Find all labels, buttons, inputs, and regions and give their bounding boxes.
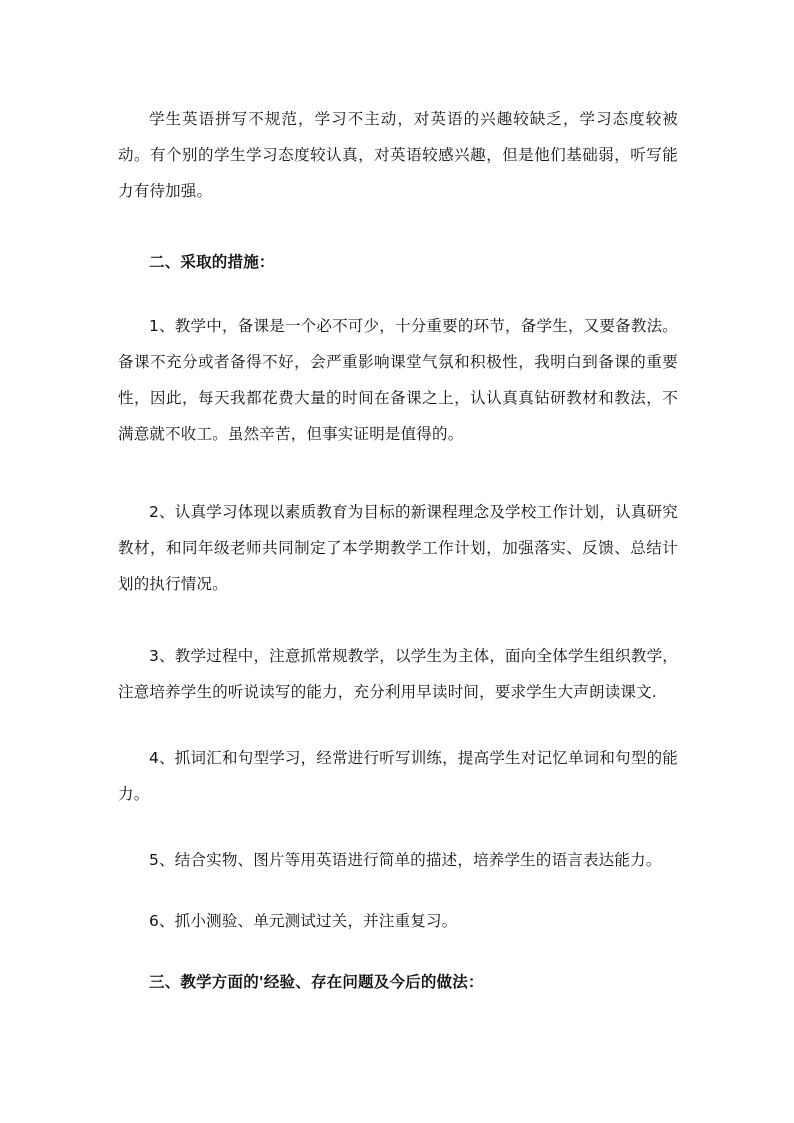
- heading-measures: 二、采取的措施：: [149, 253, 275, 271]
- paragraph-measure-6: 6、抓小测验、单元测试过关，并注重复习。: [149, 912, 458, 930]
- paragraph-measure-5: 5、结合实物、图片等用英语进行简单的描述，培养学生的语言表达能力。: [149, 851, 662, 869]
- paragraph-measure-2: 2、认真学习体现以素质教育为目标的新课程理念及学校工作计划，认真研究教材，和同年级老师共同制定了本学期教学工作计划，加强落实、反馈、总结计划的执行情况。: [118, 503, 678, 593]
- heading-teaching-experience: 三、教学方面的'经验、存在问题及今后的做法：: [149, 973, 484, 991]
- paragraph-measure-1: 1、教学中，备课是一个必不可少，十分重要的环节，备学生，又要备教法。备课不充分或者备得不好，会严重影响课堂气氛和积极性，我明白到备课的重要性，因此，每天我都花费大量的时间在备课之上，认认真真钻研教材和教法，不满意就不收工。虽然辛苦，但事实证明是值得的。: [118, 317, 678, 443]
- paragraph-measure-3: 3、教学过程中，注意抓常规教学，以学生为主体，面向全体学生组织教学，注意培养学生的听说读写的能力，充分利用早读时间，要求学生大声朗读课文.: [118, 647, 678, 701]
- paragraph-student-situation: 学生英语拼写不规范，学习不主动，对英语的兴趣较缺乏，学习态度较被动。有个别的学生学习态度较认真，对英语较感兴趣，但是他们基础弱，听写能力有待加强。: [118, 110, 678, 200]
- paragraph-measure-4: 4、抓词汇和句型学习，经常进行听写训练，提高学生对记忆单词和句型的能力。: [118, 749, 678, 803]
